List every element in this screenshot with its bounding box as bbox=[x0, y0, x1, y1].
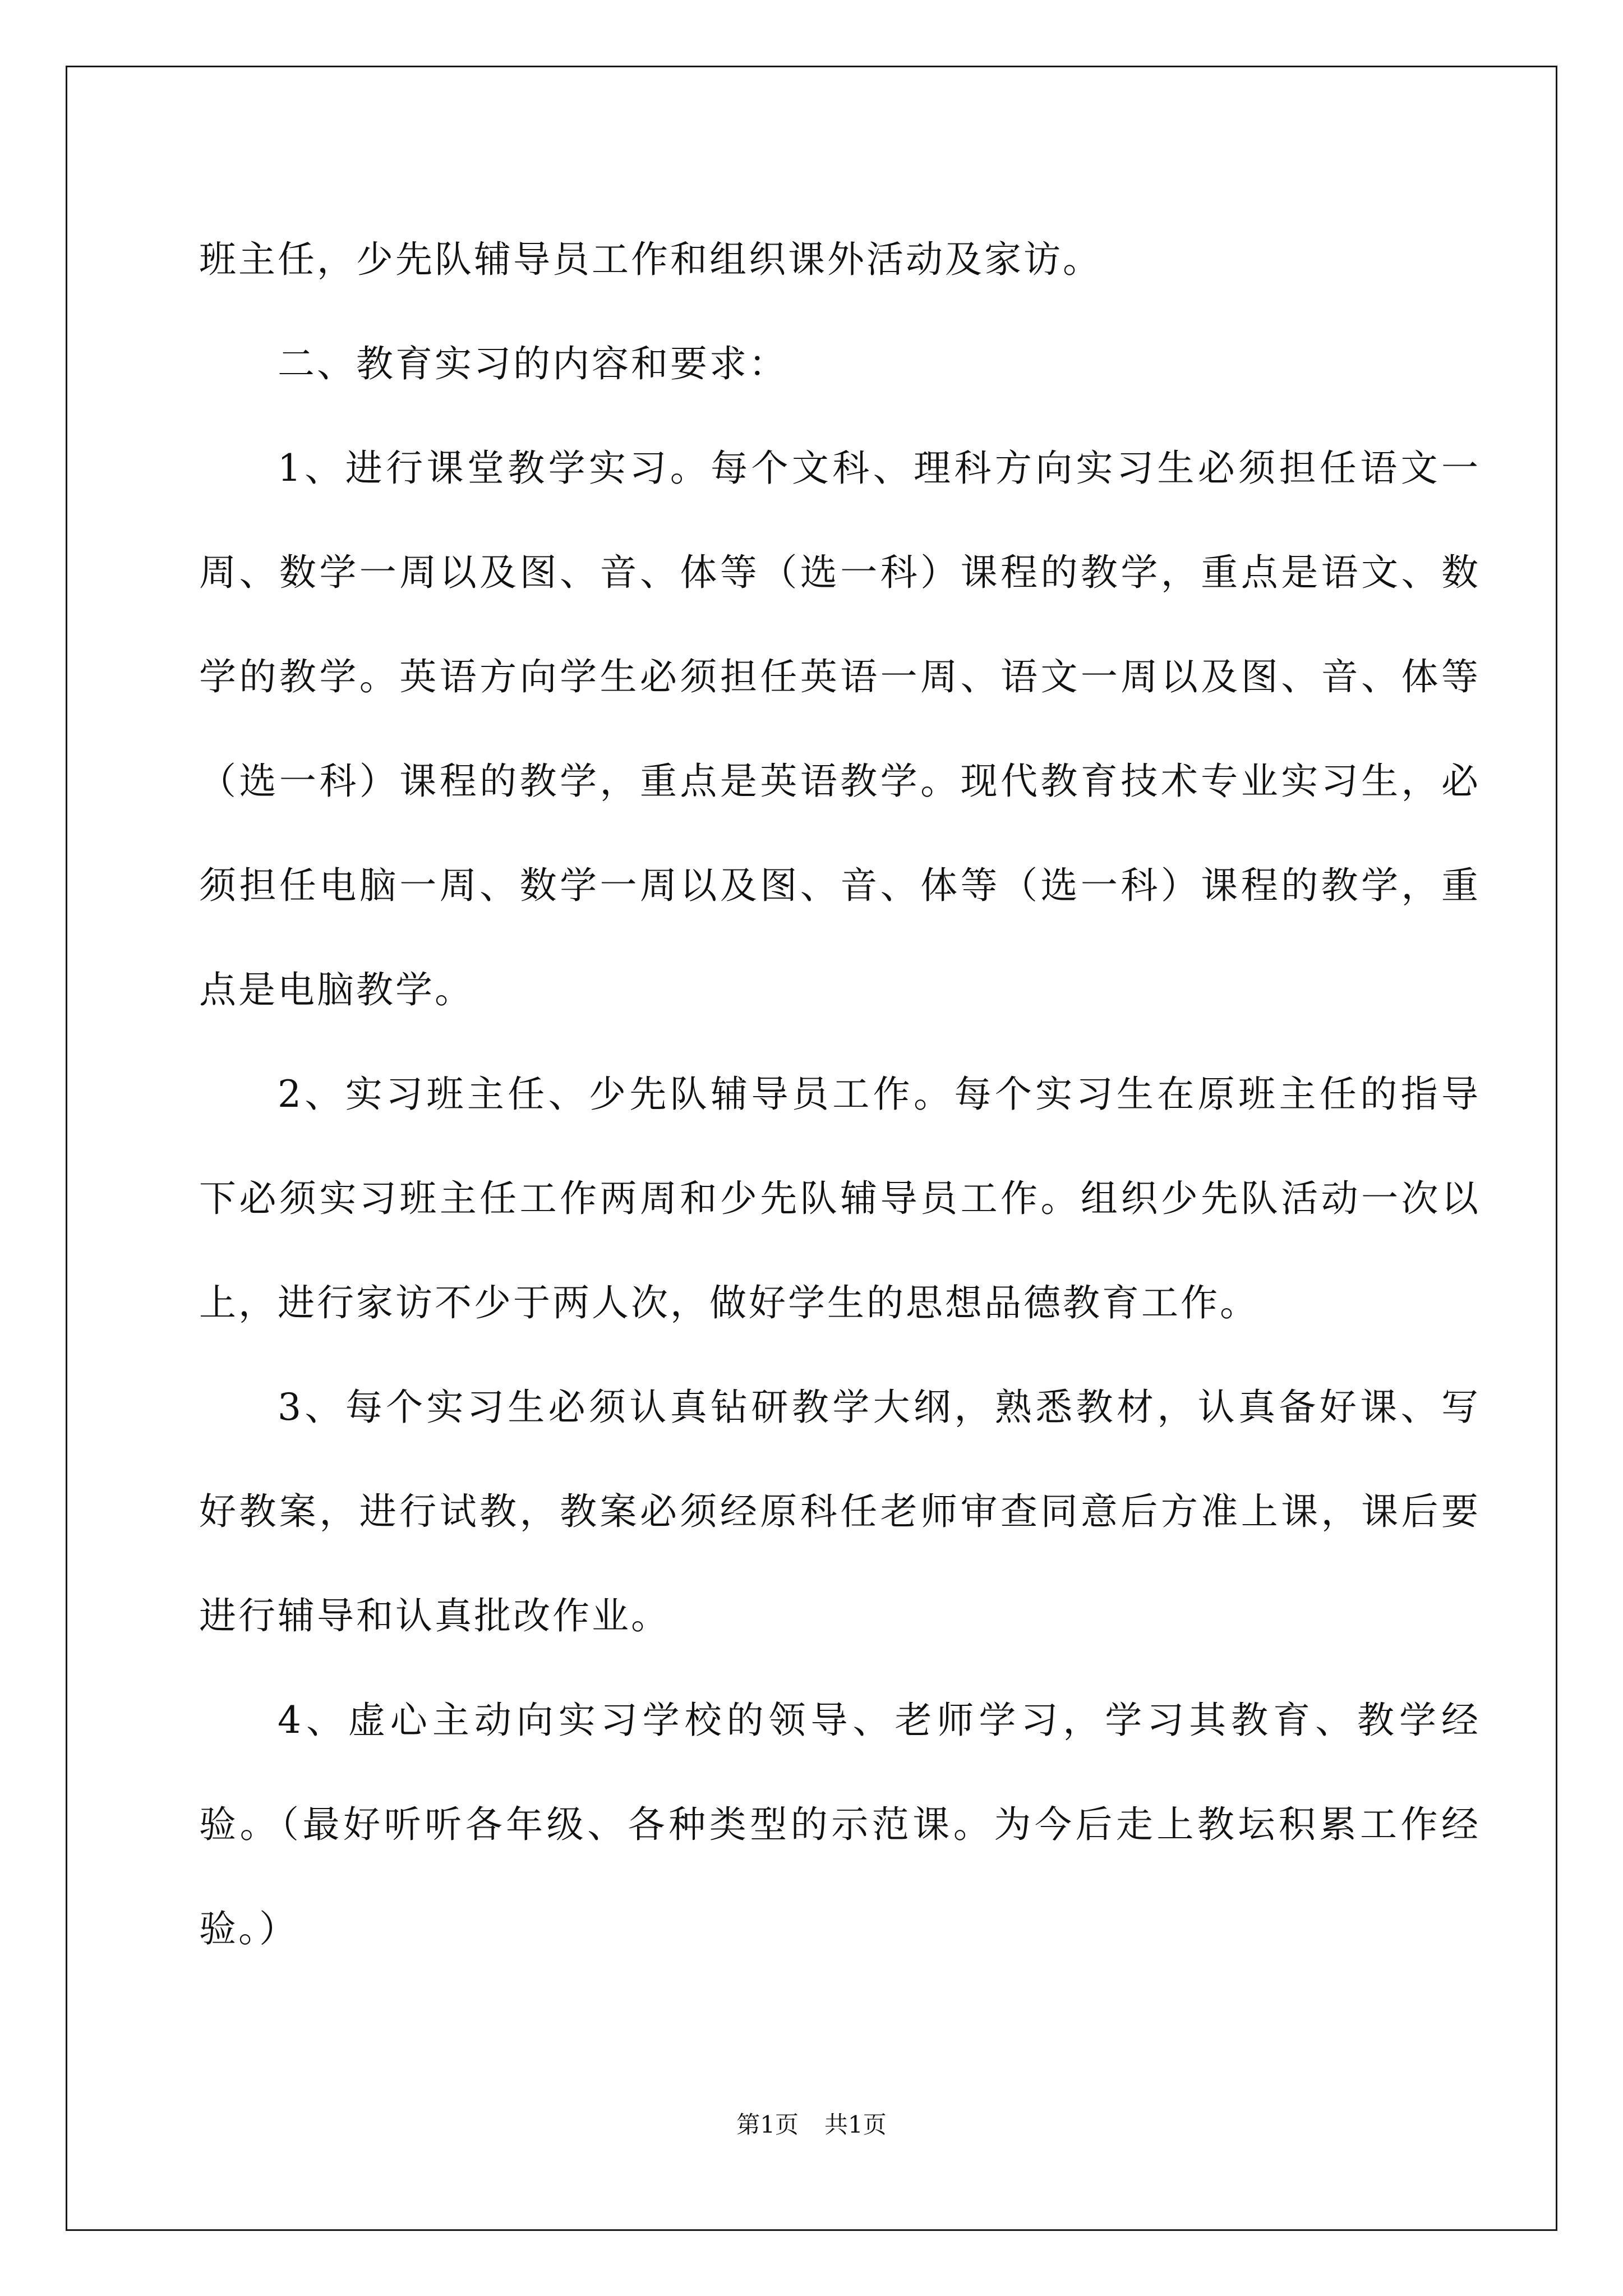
document-body bbox=[199, 208, 1481, 1981]
page-footer bbox=[0, 2108, 1623, 2142]
paragraph-1: 班主任，少先队辅导员工作和组织课外活动及家访。 bbox=[199, 238, 1102, 281]
paragraph-5: 3、每个实习生必须认真钻研教学大纲，熟悉教材，认真备好课、写好教案，进行试教，教案必须经原科任老师审查同意后方准上课，课后要进行辅导和认真批改作业。 bbox=[199, 1386, 1481, 1637]
paragraph-2-heading: 二、教育实习的内容和要求： bbox=[278, 342, 788, 385]
page-total: 共1页 bbox=[824, 2111, 887, 2138]
paragraph-4: 2、实习班主任、少先队辅导员工作。每个实习生在原班主任的指导下必须实习班主任工作两周和少先队辅导员工作。组织少先队活动一次以上，进行家访不少于两人次，做好学生的思想品德教育工作。 bbox=[199, 1073, 1481, 1324]
paragraph-6: 4、虚心主动向实习学校的领导、老师学习，学习其教育、教学经验。（最好听听各年级、各种类型的示范课。为今后走上教坛积累工作经验。） bbox=[199, 1699, 1481, 1950]
page-number: 第1页 bbox=[736, 2111, 799, 2138]
paragraph-3: 1、进行课堂教学实习。每个文科、理科方向实习生必须担任语文一周、数学一周以及图、音、体等（选一科）课程的教学，重点是语文、数学的教学。英语方向学生必须担任英语一周、语文一周以及图、音、体等（选一科）课程的教学，重点是英语教学。现代教育技术专业实习生，必须担任电脑一周、数学一周以及图、音、体等（选一科）课程的教学，重点是电脑教学。 bbox=[199, 447, 1481, 1011]
